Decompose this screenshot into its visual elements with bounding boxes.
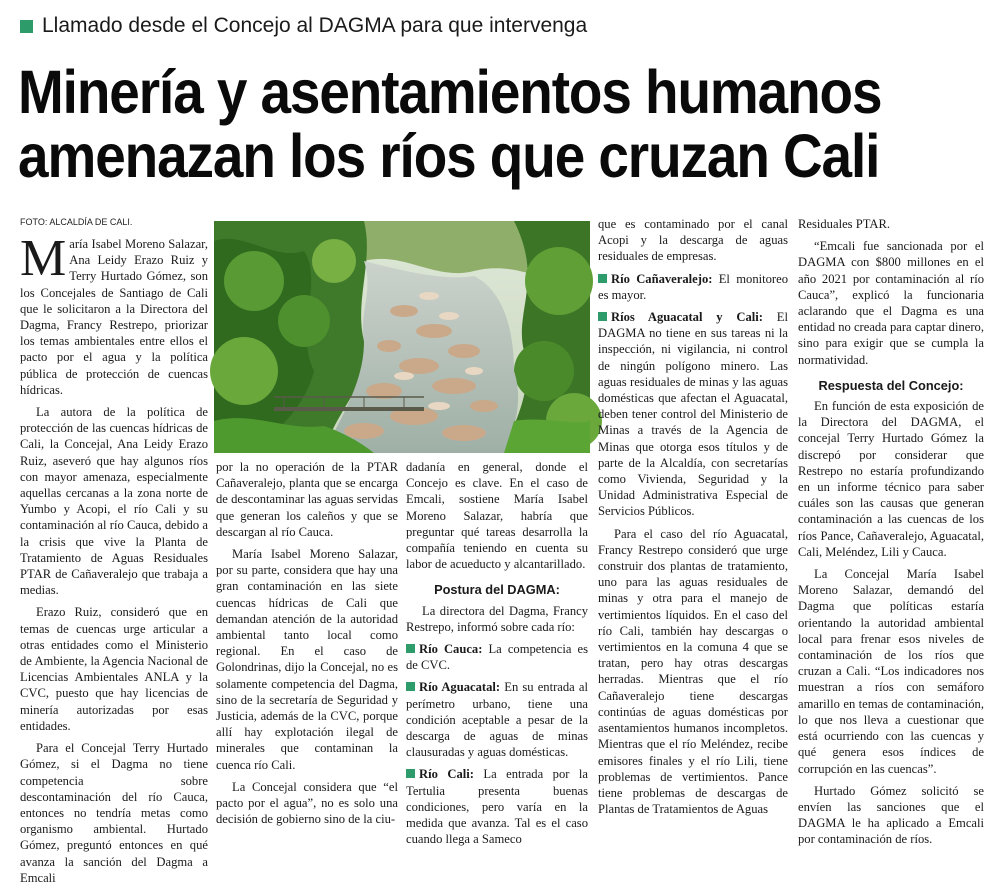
paragraph: La Concejal María Isabel Moreno Salazar, demandó del Dagma que políticas estaría orientando la autoridad ambiental local para frenar esos niveles de contaminación de los ríos que cruzan a Cali. “Los indicadores nos muestran a ríos con semáforo amarillo en temas de contaminación, lo que nos lleva a cuestionar que está ocurriendo con las cuencas y qué genera esos índices de corrupción en las cuencas”.	[798, 567, 984, 776]
bullet-item	[598, 309, 788, 520]
river-photo-illustration	[214, 221, 590, 453]
photo-credit: FOTO: ALCALDÍA DE CALI.	[20, 217, 133, 227]
article-column-2	[216, 459, 398, 833]
bullet-item	[406, 679, 588, 760]
bullet-label: Río Cali:	[419, 767, 474, 782]
green-square-icon	[20, 20, 33, 33]
bullet-text: La entrada por la Tertulia presenta buenas condiciones, pero varía en la medida que avanza. Tal es el caso cuando llega a Sameco	[406, 767, 588, 847]
kicker	[20, 14, 587, 38]
paragraph: dadanía en general, donde el Concejo es clave. En el caso de Emcali, sostiene María Isabel Moreno Salazar, habría que preguntar qué tareas desarrolla la compañía teniendo en cuenta su labor de acueducto y alcantarillado.	[406, 460, 588, 572]
bullet-text: El DAGMA no tiene en sus tareas ni la inspección, ni vigilancia, ni control de ningún polígono minero. Las aguas residuales de minas y las aguas domésticas que afectan el Aguacatal, deben tener control del Ministerio de Minas a través de la Agencia de Minas que otorga esos títulos y de parte de la Alcaldía, con secretarías como Vivienda, Seguridad y la Unidad Administrativa Especial de Servicios Públicos.	[598, 310, 788, 519]
article-column-3	[406, 459, 588, 853]
headline-line-2: amenazan los ríos que cruzan Cali	[18, 122, 880, 190]
kicker-text: Llamado desde el Concejo al DAGMA para que intervenga	[42, 14, 588, 37]
paragraph: María Isabel Moreno Salazar, por su parte, considera que hay una gran contaminación en las siete cuencas hídricas de Cali que demandan atención de la autoridad ambiental tanto local como regional. En el caso de Golondrinas, dijo la Concejal, no es solamente competencia del Dagma, sino de la secretaría de Seguridad y Justicia, además de la CVC, porque allí hay explotación ilegal de minerales que contaminan la cuenca río Cali.	[216, 547, 398, 772]
section-subhead: Postura del DAGMA:	[434, 582, 560, 598]
paragraph: Erazo Ruiz, consideró que en temas de cuencas urge articular a otras entidades como el Ministerio de Ambiente, la Agencia Nacional de Licencias Ambientales ANLA y la CVC, puesto que hay licencias de minería autorizadas por esas entidades.	[20, 605, 208, 733]
paragraph: En función de esta exposición de la Directora del DAGMA, el concejal Terry Hurtado Gómez la discrepó por considerar que Restrepo no estaría profundizando en un informe técnico para saber cuáles son las causas que generan contaminación a las cuencas de los ríos Pance, Cañaveralejo, Aguacatal, Cali, Meléndez, Lili y Cauca.	[798, 399, 984, 559]
paragraph: Hurtado Gómez solicitó se envíen las sanciones que el DAGMA le ha aplicado a Emcali por contaminación de ríos.	[798, 783, 984, 847]
bullet-text: El monitoreo es mayor.	[598, 271, 788, 302]
bullet-label: Río Aguacatal:	[419, 680, 501, 695]
bullet-text: En su entrada al perímetro urbano, tiene una condición aceptable a pesar de la descarga de aguas de minas clausuradas y aguas domésticas.	[406, 680, 588, 760]
green-square-icon	[598, 312, 607, 321]
paragraph	[20, 230, 208, 398]
paragraph: Para el Concejal Terry Hurtado Gómez, si el Dagma no tiene competencia sobre descontaminación del río Cauca, entonces no tendría metas como organismo ambiental. Hurtado Gómez, preguntó entonces en qué avanza la sanción del Dagma a Emcali	[20, 741, 208, 885]
paragraph: La Concejal considera que “el pacto por el agua”, no es solo una decisión de gobierno sino de la ciu-	[216, 779, 398, 827]
bullet-text: La competencia es de CVC.	[406, 642, 588, 673]
paragraph: La autora de la política de protección de las cuencas hídricas de Cali, la Concejal, Ana Leidy Erazo Ruiz, aseveró que hay algunos ríos con mayor amenaza, especialmente aquellas cercanas a la zona norte de Yumbo y Acopi, el río Cali y su contaminación al río Cauca, debido a la crisis que vive la Planta de Tratamiento de Aguas Residuales PTAR de Cañaveralejo que trabaja a medias.	[20, 405, 208, 598]
paragraph: Para el caso del río Aguacatal, Francy Restrepo consideró que urge construir dos plantas de tratamiento, uno para las aguas residuales de minas y otra para el manejo de vertimientos líquidos. En el caso del río Cali, también hay descargas o vertimientos en la comuna 4 que se tratan, pero hay otras descargas herradas. Mientras que el río Cañaveralejo tiene descargas continúas de aguas domésticas por asentamientos humanos incompletos. Mientras que el río Meléndez, recibe emisores finales y el río Lili, tiene problemas de vertimientos. Pance tiene problemas de descargas de Plantas de Tratamientos de Aguas	[598, 526, 788, 817]
article-column-1	[20, 230, 208, 892]
bullet-label: Ríos Aguacatal y Cali:	[611, 310, 763, 325]
green-square-icon	[406, 769, 415, 778]
section-subhead: Respuesta del Concejo:	[818, 377, 964, 393]
paragraph: que es contaminado por el canal Acopi y la descarga de aguas residuales de empresas.	[598, 217, 788, 264]
headline-line-1: Minería y asentamientos humanos	[18, 58, 882, 126]
green-square-icon	[406, 682, 415, 691]
green-square-icon	[598, 274, 607, 283]
paragraph: “Emcali fue sancionada por el DAGMA con $800 millones en el año 2021 por contaminación al río Cauca”, explicó la funcionaria aclarando que el Dagma es una entidad no creada para captar dinero, sino para exigir que se cumpla la normatividad.	[798, 239, 985, 367]
headline	[18, 60, 896, 188]
river-photo	[214, 221, 590, 453]
article-column-5	[798, 216, 984, 854]
bullet-label: Río Cauca:	[419, 642, 483, 657]
bullet-item	[406, 766, 588, 847]
bullet-item	[406, 641, 588, 673]
bullet-item	[598, 271, 788, 303]
green-square-icon	[406, 644, 415, 653]
paragraph: La directora del Dagma, Francy Restrepo, informó sobre cada río:	[406, 603, 588, 634]
paragraph: Residuales PTAR.	[798, 217, 891, 231]
article-column-4	[598, 216, 788, 823]
paragraph: por la no operación de la PTAR Cañaveralejo, planta que se encarga de descontaminar las aguas servidas que generan los caleños y que se descargan al río Cauca.	[216, 460, 398, 539]
drop-cap: M	[20, 230, 67, 287]
bullet-label: Río Cañaveralejo:	[611, 271, 713, 286]
paragraph-text: aría Isabel Moreno Salazar, Ana Leidy Erazo Ruiz y Terry Hurtado Gómez, son los Concejales de Santiago de Cali que le solicitaron a la Directora del Dagma, Francy Restrepo, priorizar los temas ambientales entre ellos el pacto por el agua y la política pública de protección de cuencas hídricas.	[20, 237, 208, 397]
